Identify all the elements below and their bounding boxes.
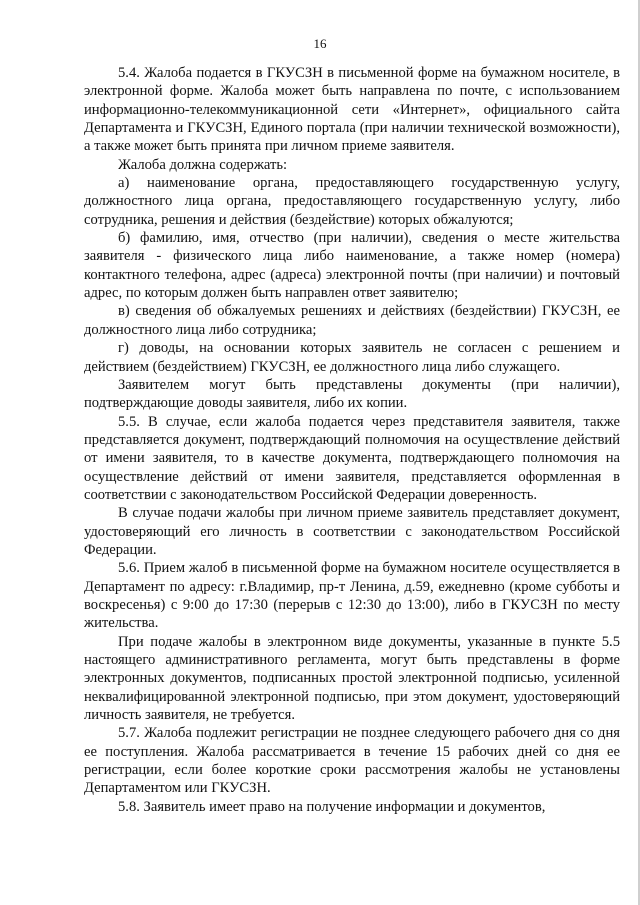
paragraph-personal-reception: В случае подачи жалобы при личном приеме заявитель представляет документ, удостоверяющий его личность в соответствии с законодательством Российской Федерации. [84,505,620,558]
paragraph-5-4: 5.4. Жалоба подается в ГКУСЗН в письменной форме на бумажном носителе, в электронной форме. Жалоба может быть направлена по почте, с использованием информационно-телекоммуникационной сети «Интернет», официального сайта Департамента и ГКУСЗН, Единого портала (при наличии технической возможности), а также может быть принята при личном приеме заявителя. [84,65,620,155]
paragraph-electronic-filing: При подаче жалобы в электронном виде документы, указанные в пункте 5.5 настоящего административного регламента, могут быть представлены в форме электронных документов, подписанных простой электронной подписью, усиленной неквалифицированной электронной подписью, при этом документ, удостоверяющий личность заявителя, не требуется. [84,633,620,724]
paragraph-item-v: в) сведения об обжалуемых решениях и действиях (бездействии) ГКУСЗН, ее должностного лица либо сотрудника; [84,303,620,338]
document-body [84,64,620,816]
paragraph-supporting-documents: Заявителем могут быть представлены документы (при наличии), подтверждающие доводы заявителя, либо их копии. [84,376,620,412]
paragraph-item-g: г) доводы, на основании которых заявитель не согласен с решением и действием (бездействием) ГКУСЗН, ее должностного лица либо служащего. [84,340,620,375]
page-number: 16 [313,36,327,51]
paragraph-5-8: 5.8. Заявитель имеет право на получение информации и документов, [118,798,546,815]
paragraph-item-a: а) наименование органа, предоставляющего государственную услугу, должностного лица органа, предоставляющего государственную услугу, либо сотрудника, решения и действия (бездействие) которых обжалуются; [84,175,620,228]
paragraph-complaint-contents: Жалоба должна содержать: [118,156,288,173]
paragraph-5-7: 5.7. Жалоба подлежит регистрации не позднее следующего рабочего дня со дня ее поступления. Жалоба рассматривается в течение 15 рабочих дней со дня ее регистрации, если более короткие сроки рассмотрения жалобы не установлены Департаментом или ГКУСЗН. [84,725,620,797]
paragraph-item-b: б) фамилию, имя, отчество (при наличии), сведения о месте жительства заявителя - физического лица либо наименование, а также номер (номера) контактного телефона, адрес (адреса) электронной почты (при наличии) и почтовый адрес, по которым должен быть направлен ответ заявителю; [84,230,620,302]
paragraph-5-6: 5.6. Прием жалоб в письменной форме на бумажном носителе осуществляется в Департамент по адресу: г.Владимир, пр-т Ленина, д.59, ежедневно (кроме субботы и воскресенья) с 9:00 до 17:30 (перерыв с 12:30 до 13:00), либо в ГКУСЗН по месту жительства. [84,560,620,632]
paragraph-5-5: 5.5. В случае, если жалоба подается через представителя заявителя, также представляется документ, подтверждающий полномочия на осуществление действий от имени заявителя, то в качестве документа, подтверждающего полномочия на осуществление действий от имени заявителя, представляется оформленная в соответствии с законодательством Российской Федерации доверенность. [84,413,620,503]
